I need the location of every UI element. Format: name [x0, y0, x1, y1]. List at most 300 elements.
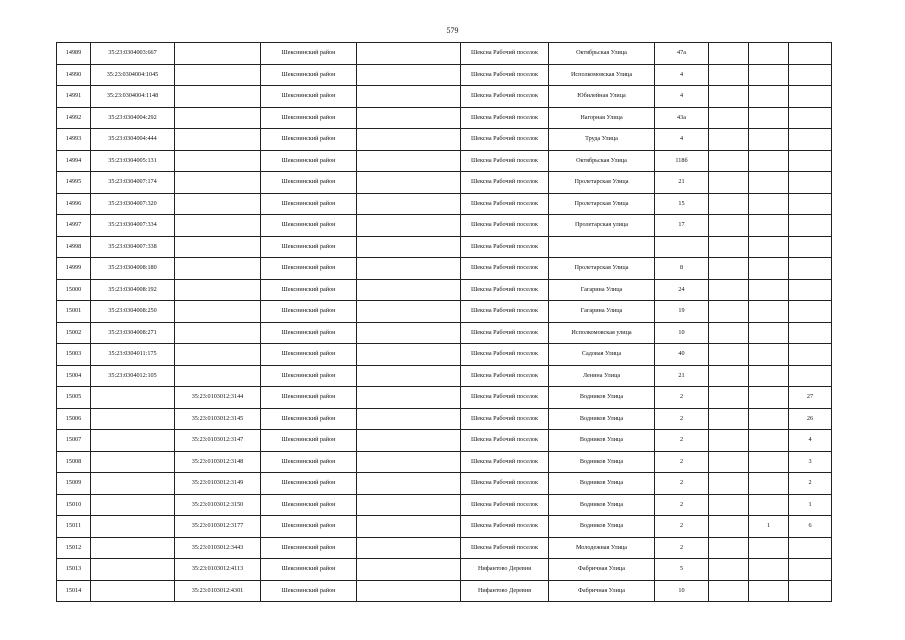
cadastral-number-cell: 35:23:0304008:180	[91, 258, 175, 280]
structure-number-cell	[749, 279, 789, 301]
apartment-number-cell	[789, 279, 832, 301]
cadastral-number-alt-cell	[175, 258, 261, 280]
settlement-type-cell	[357, 516, 461, 538]
cadastral-number-cell: 35:23:0304007:334	[91, 215, 175, 237]
table-row	[57, 258, 832, 280]
settlement-cell: Шексна Рабочий поселок	[461, 322, 549, 344]
street-cell: Водников Улица	[549, 451, 655, 473]
street-cell: Водников Улица	[549, 494, 655, 516]
settlement-type-cell	[357, 301, 461, 323]
district-cell: Шекснинский район	[261, 451, 357, 473]
apartment-number-cell	[789, 344, 832, 366]
house-number-cell	[655, 236, 709, 258]
table-row	[57, 43, 832, 65]
row-number-cell: 14992	[57, 107, 91, 129]
cadastral-number-cell: 35:23:0304003:667	[91, 43, 175, 65]
street-cell: Ленина Улица	[549, 365, 655, 387]
structure-number-cell	[749, 43, 789, 65]
settlement-type-cell	[357, 43, 461, 65]
district-cell: Шекснинский район	[261, 236, 357, 258]
street-cell: Водников Улица	[549, 473, 655, 495]
structure-number-cell	[749, 580, 789, 602]
settlement-cell: Шексна Рабочий поселок	[461, 451, 549, 473]
apartment-number-cell	[789, 236, 832, 258]
settlement-type-cell	[357, 107, 461, 129]
house-number-cell: 47а	[655, 43, 709, 65]
row-number-cell: 14993	[57, 129, 91, 151]
building-number-cell	[709, 494, 749, 516]
apartment-number-cell	[789, 365, 832, 387]
apartment-number-cell	[789, 580, 832, 602]
row-number-cell: 14999	[57, 258, 91, 280]
building-number-cell	[709, 580, 749, 602]
district-cell: Шекснинский район	[261, 537, 357, 559]
settlement-cell: Шексна Рабочий поселок	[461, 258, 549, 280]
table-row	[57, 150, 832, 172]
table-row	[57, 215, 832, 237]
cadastral-number-alt-cell	[175, 279, 261, 301]
row-number-cell: 15003	[57, 344, 91, 366]
district-cell: Шекснинский район	[261, 494, 357, 516]
settlement-cell: Шексна Рабочий поселок	[461, 301, 549, 323]
building-number-cell	[709, 516, 749, 538]
settlement-cell: Шексна Рабочий поселок	[461, 473, 549, 495]
apartment-number-cell	[789, 172, 832, 194]
district-cell: Шекснинский район	[261, 430, 357, 452]
house-number-cell: 21	[655, 365, 709, 387]
street-cell: Пролетарская Улица	[549, 193, 655, 215]
structure-number-cell	[749, 451, 789, 473]
building-number-cell	[709, 236, 749, 258]
building-number-cell	[709, 43, 749, 65]
building-number-cell	[709, 107, 749, 129]
cadastral-number-cell: 35:23:0304007:338	[91, 236, 175, 258]
building-number-cell	[709, 258, 749, 280]
table-row	[57, 537, 832, 559]
page-number: 579	[446, 26, 459, 35]
structure-number-cell	[749, 150, 789, 172]
cadastral-number-alt-cell: 35:23:0103012:4113	[175, 559, 261, 581]
cadastral-number-alt-cell	[175, 64, 261, 86]
table-row	[57, 408, 832, 430]
settlement-type-cell	[357, 387, 461, 409]
settlement-cell: Шексна Рабочий поселок	[461, 387, 549, 409]
street-cell: Октябрьская Улица	[549, 150, 655, 172]
row-number-cell: 14996	[57, 193, 91, 215]
settlement-type-cell	[357, 580, 461, 602]
house-number-cell: 10	[655, 322, 709, 344]
house-number-cell: 19	[655, 301, 709, 323]
apartment-number-cell: 1	[789, 494, 832, 516]
street-cell: Молодежная Улица	[549, 537, 655, 559]
cadastral-number-alt-cell: 35:23:0103012:3145	[175, 408, 261, 430]
house-number-cell: 40	[655, 344, 709, 366]
settlement-cell: Шексна Рабочий поселок	[461, 430, 549, 452]
cadastral-number-alt-cell	[175, 301, 261, 323]
apartment-number-cell	[789, 64, 832, 86]
row-number-cell: 14989	[57, 43, 91, 65]
district-cell: Шекснинский район	[261, 215, 357, 237]
table-row	[57, 387, 832, 409]
cadastral-number-cell: 35:23:0304008:271	[91, 322, 175, 344]
district-cell: Шекснинский район	[261, 559, 357, 581]
settlement-type-cell	[357, 150, 461, 172]
structure-number-cell	[749, 387, 789, 409]
district-cell: Шекснинский район	[261, 258, 357, 280]
table-row	[57, 129, 832, 151]
building-number-cell	[709, 365, 749, 387]
cadastral-number-cell: 35:23:0304004:1148	[91, 86, 175, 108]
street-cell: Исполкомовская Улица	[549, 64, 655, 86]
house-number-cell: 4	[655, 86, 709, 108]
cadastral-number-alt-cell: 35:23:0103012:3150	[175, 494, 261, 516]
row-number-cell: 14991	[57, 86, 91, 108]
apartment-number-cell	[789, 129, 832, 151]
settlement-cell: Шексна Рабочий поселок	[461, 516, 549, 538]
apartment-number-cell	[789, 150, 832, 172]
building-number-cell	[709, 322, 749, 344]
house-number-cell: 4	[655, 64, 709, 86]
table-row	[57, 473, 832, 495]
street-cell: Пролетарская Улица	[549, 258, 655, 280]
cadastral-number-alt-cell: 35:23:0103012:3443	[175, 537, 261, 559]
district-cell: Шекснинский район	[261, 408, 357, 430]
table-row	[57, 451, 832, 473]
settlement-type-cell	[357, 537, 461, 559]
table-row	[57, 516, 832, 538]
street-cell	[549, 236, 655, 258]
house-number-cell: 24	[655, 279, 709, 301]
street-cell: Гагарина Улица	[549, 301, 655, 323]
apartment-number-cell: 27	[789, 387, 832, 409]
row-number-cell: 15011	[57, 516, 91, 538]
building-number-cell	[709, 387, 749, 409]
house-number-cell: 4	[655, 129, 709, 151]
structure-number-cell	[749, 559, 789, 581]
table-row	[57, 580, 832, 602]
row-number-cell: 15000	[57, 279, 91, 301]
structure-number-cell	[749, 129, 789, 151]
settlement-cell: Шексна Рабочий поселок	[461, 193, 549, 215]
district-cell: Шекснинский район	[261, 279, 357, 301]
table-row	[57, 279, 832, 301]
district-cell: Шекснинский район	[261, 64, 357, 86]
street-cell: Водников Улица	[549, 408, 655, 430]
settlement-type-cell	[357, 258, 461, 280]
settlement-cell: Шексна Рабочий поселок	[461, 537, 549, 559]
cadastral-number-cell: 35:23:0304007:174	[91, 172, 175, 194]
row-number-cell: 15009	[57, 473, 91, 495]
street-cell: Садовая Улица	[549, 344, 655, 366]
apartment-number-cell: 6	[789, 516, 832, 538]
apartment-number-cell: 3	[789, 451, 832, 473]
house-number-cell: 15	[655, 193, 709, 215]
house-number-cell: 2	[655, 451, 709, 473]
street-cell: Пролетарская Улица	[549, 172, 655, 194]
settlement-type-cell	[357, 172, 461, 194]
cadastral-number-alt-cell	[175, 215, 261, 237]
district-cell: Шекснинский район	[261, 473, 357, 495]
structure-number-cell	[749, 236, 789, 258]
settlement-type-cell	[357, 344, 461, 366]
settlement-type-cell	[357, 279, 461, 301]
row-number-cell: 15008	[57, 451, 91, 473]
building-number-cell	[709, 172, 749, 194]
building-number-cell	[709, 193, 749, 215]
house-number-cell: 8	[655, 258, 709, 280]
row-number-cell: 15002	[57, 322, 91, 344]
table-row	[57, 559, 832, 581]
cadastral-number-cell	[91, 387, 175, 409]
apartment-number-cell	[789, 258, 832, 280]
building-number-cell	[709, 215, 749, 237]
structure-number-cell	[749, 537, 789, 559]
row-number-cell: 15013	[57, 559, 91, 581]
settlement-type-cell	[357, 365, 461, 387]
cadastral-number-alt-cell	[175, 193, 261, 215]
house-number-cell: 118б	[655, 150, 709, 172]
apartment-number-cell	[789, 86, 832, 108]
settlement-cell: Шексна Рабочий поселок	[461, 107, 549, 129]
cadastral-number-alt-cell	[175, 236, 261, 258]
structure-number-cell	[749, 344, 789, 366]
house-number-cell: 2	[655, 387, 709, 409]
settlement-type-cell	[357, 408, 461, 430]
cadastral-number-cell: 35:23:0304004:1045	[91, 64, 175, 86]
cadastral-number-alt-cell	[175, 150, 261, 172]
table-row	[57, 494, 832, 516]
table-row	[57, 236, 832, 258]
cadastral-number-cell	[91, 408, 175, 430]
row-number-cell: 14997	[57, 215, 91, 237]
apartment-number-cell	[789, 193, 832, 215]
settlement-type-cell	[357, 193, 461, 215]
district-cell: Шекснинский район	[261, 107, 357, 129]
cadastral-number-cell	[91, 473, 175, 495]
structure-number-cell	[749, 301, 789, 323]
cadastral-number-cell	[91, 559, 175, 581]
structure-number-cell	[749, 258, 789, 280]
cadastral-number-cell: 35:23:0304008:250	[91, 301, 175, 323]
house-number-cell: 17	[655, 215, 709, 237]
building-number-cell	[709, 537, 749, 559]
building-number-cell	[709, 301, 749, 323]
structure-number-cell	[749, 322, 789, 344]
cadastral-number-alt-cell	[175, 322, 261, 344]
cadastral-number-cell	[91, 516, 175, 538]
settlement-type-cell	[357, 129, 461, 151]
structure-number-cell	[749, 215, 789, 237]
district-cell: Шекснинский район	[261, 129, 357, 151]
settlement-cell: Шексна Рабочий поселок	[461, 279, 549, 301]
settlement-type-cell	[357, 86, 461, 108]
row-number-cell: 14990	[57, 64, 91, 86]
table-row	[57, 365, 832, 387]
building-number-cell	[709, 559, 749, 581]
cadastral-number-cell	[91, 451, 175, 473]
cadastral-number-alt-cell: 35:23:0103012:3144	[175, 387, 261, 409]
row-number-cell: 14998	[57, 236, 91, 258]
street-cell: Водников Улица	[549, 430, 655, 452]
table-row	[57, 64, 832, 86]
settlement-type-cell	[357, 64, 461, 86]
district-cell: Шекснинский район	[261, 387, 357, 409]
table-row	[57, 193, 832, 215]
cadastral-number-alt-cell	[175, 86, 261, 108]
settlement-cell: Нифантово Деревня	[461, 580, 549, 602]
building-number-cell	[709, 430, 749, 452]
cadastral-number-alt-cell	[175, 344, 261, 366]
table-row	[57, 172, 832, 194]
table-row	[57, 107, 832, 129]
table-row	[57, 344, 832, 366]
structure-number-cell	[749, 107, 789, 129]
street-cell: Пролетарская улица	[549, 215, 655, 237]
table-row	[57, 86, 832, 108]
row-number-cell: 15001	[57, 301, 91, 323]
street-cell: Фабричная Улица	[549, 559, 655, 581]
cadastral-number-cell: 35:23:0304005:131	[91, 150, 175, 172]
apartment-number-cell	[789, 215, 832, 237]
cadastral-number-alt-cell	[175, 43, 261, 65]
table-row	[57, 430, 832, 452]
street-cell: Исполкомовская улица	[549, 322, 655, 344]
table-row	[57, 301, 832, 323]
settlement-cell: Шексна Рабочий поселок	[461, 408, 549, 430]
cadastral-number-alt-cell: 35:23:0103012:4301	[175, 580, 261, 602]
row-number-cell: 15007	[57, 430, 91, 452]
structure-number-cell	[749, 86, 789, 108]
district-cell: Шекснинский район	[261, 365, 357, 387]
district-cell: Шекснинский район	[261, 344, 357, 366]
cadastral-number-alt-cell	[175, 107, 261, 129]
district-cell: Шекснинский район	[261, 172, 357, 194]
building-number-cell	[709, 64, 749, 86]
house-number-cell: 2	[655, 430, 709, 452]
apartment-number-cell	[789, 537, 832, 559]
row-number-cell: 14994	[57, 150, 91, 172]
structure-number-cell	[749, 64, 789, 86]
district-cell: Шекснинский район	[261, 580, 357, 602]
row-number-cell: 15012	[57, 537, 91, 559]
cadastral-number-cell	[91, 430, 175, 452]
building-number-cell	[709, 408, 749, 430]
settlement-type-cell	[357, 473, 461, 495]
settlement-type-cell	[357, 322, 461, 344]
cadastral-number-alt-cell	[175, 172, 261, 194]
house-number-cell: 2	[655, 537, 709, 559]
cadastral-number-cell: 35:23:0304011:175	[91, 344, 175, 366]
cadastral-number-alt-cell: 35:23:0103012:3148	[175, 451, 261, 473]
house-number-cell: 2	[655, 494, 709, 516]
apartment-number-cell	[789, 322, 832, 344]
cadastral-number-cell	[91, 580, 175, 602]
settlement-cell: Шексна Рабочий поселок	[461, 494, 549, 516]
street-cell: Нагорная Улица	[549, 107, 655, 129]
cadastral-number-cell	[91, 537, 175, 559]
cadastral-number-alt-cell	[175, 129, 261, 151]
apartment-number-cell	[789, 301, 832, 323]
street-cell: Гагарина Улица	[549, 279, 655, 301]
apartment-number-cell	[789, 43, 832, 65]
apartment-number-cell: 26	[789, 408, 832, 430]
district-cell: Шекснинский район	[261, 150, 357, 172]
apartment-number-cell: 4	[789, 430, 832, 452]
settlement-type-cell	[357, 494, 461, 516]
settlement-type-cell	[357, 236, 461, 258]
street-cell: Октябрьская Улица	[549, 43, 655, 65]
cadastral-number-cell: 35:23:0304012:105	[91, 365, 175, 387]
district-cell: Шекснинский район	[261, 193, 357, 215]
structure-number-cell	[749, 473, 789, 495]
building-number-cell	[709, 344, 749, 366]
settlement-cell: Шексна Рабочий поселок	[461, 236, 549, 258]
settlement-cell: Шексна Рабочий поселок	[461, 150, 549, 172]
row-number-cell: 15005	[57, 387, 91, 409]
structure-number-cell	[749, 172, 789, 194]
district-cell: Шекснинский район	[261, 43, 357, 65]
table-row	[57, 322, 832, 344]
settlement-cell: Шексна Рабочий поселок	[461, 43, 549, 65]
structure-number-cell	[749, 430, 789, 452]
settlement-cell: Нифантово Деревня	[461, 559, 549, 581]
district-cell: Шекснинский район	[261, 322, 357, 344]
house-number-cell: 2	[655, 473, 709, 495]
settlement-cell: Шексна Рабочий поселок	[461, 365, 549, 387]
settlement-cell: Шексна Рабочий поселок	[461, 129, 549, 151]
cadastral-number-alt-cell	[175, 365, 261, 387]
building-number-cell	[709, 451, 749, 473]
house-number-cell: 43а	[655, 107, 709, 129]
row-number-cell: 15014	[57, 580, 91, 602]
structure-number-cell	[749, 494, 789, 516]
cadastral-number-cell: 35:23:0304008:192	[91, 279, 175, 301]
row-number-cell: 15004	[57, 365, 91, 387]
structure-number-cell	[749, 408, 789, 430]
house-number-cell: 21	[655, 172, 709, 194]
settlement-cell: Шексна Рабочий поселок	[461, 172, 549, 194]
settlement-cell: Шексна Рабочий поселок	[461, 64, 549, 86]
settlement-cell: Шексна Рабочий поселок	[461, 86, 549, 108]
street-cell: Водников Улица	[549, 387, 655, 409]
cadastral-number-cell	[91, 494, 175, 516]
house-number-cell: 2	[655, 408, 709, 430]
settlement-type-cell	[357, 430, 461, 452]
structure-number-cell	[749, 193, 789, 215]
house-number-cell: 10	[655, 580, 709, 602]
apartment-number-cell: 2	[789, 473, 832, 495]
apartment-number-cell	[789, 107, 832, 129]
district-cell: Шекснинский район	[261, 86, 357, 108]
settlement-type-cell	[357, 559, 461, 581]
street-cell: Труда Улица	[549, 129, 655, 151]
street-cell: Водников Улица	[549, 516, 655, 538]
building-number-cell	[709, 279, 749, 301]
building-number-cell	[709, 150, 749, 172]
apartment-number-cell	[789, 559, 832, 581]
cadastral-number-cell: 35:23:0304007:320	[91, 193, 175, 215]
settlement-type-cell	[357, 451, 461, 473]
registry-table-body	[57, 43, 832, 602]
structure-number-cell	[749, 365, 789, 387]
cadastral-number-alt-cell: 35:23:0103012:3147	[175, 430, 261, 452]
registry-table	[56, 42, 832, 602]
building-number-cell	[709, 129, 749, 151]
cadastral-number-cell: 35:23:0304004:444	[91, 129, 175, 151]
cadastral-number-alt-cell: 35:23:0103012:3177	[175, 516, 261, 538]
street-cell: Фабричная Улица	[549, 580, 655, 602]
district-cell: Шекснинский район	[261, 516, 357, 538]
